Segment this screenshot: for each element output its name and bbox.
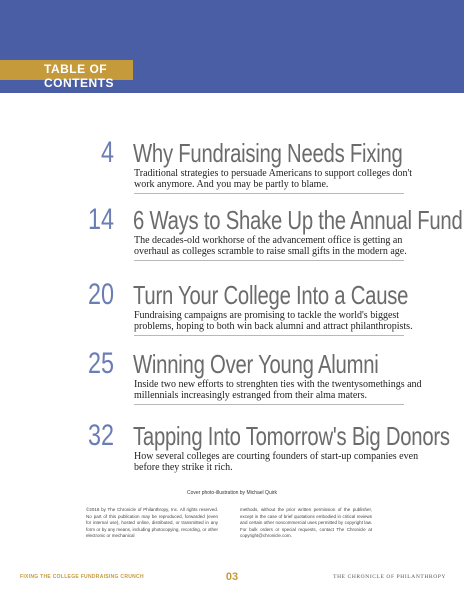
toc-page-number: 4 [100, 136, 114, 169]
toc-description: How several colleges are courting founders of start-up companies even before they strike it rich. [134, 451, 419, 473]
toc-page-number: 14 [87, 203, 114, 236]
toc-description: The decades-old workhorse of the advancement office is getting an overhaul as colleges scramble to raise small gifts in the modern age. [134, 235, 407, 257]
footer-publication-title: FIXING THE COLLEGE FUNDRAISING CRUNCH [20, 574, 144, 580]
legal-text-col1: ©2018 by The Chronicle of Philanthropy, Inc. All rights reserved. No part of this publication may be reproduced, forwarded (even for internal use), hosted online, distributed, or transmitted in any form or by any means, including photocopying, recording, or other electronic or mechanical [86, 507, 218, 538]
toc-page-number: 32 [87, 419, 114, 452]
toc-label-bar [0, 60, 133, 90]
toc-description: Traditional strategies to persuade Americans to support colleges don't work anymore. And you may be partly to blame. [134, 168, 413, 190]
toc-page-number: 20 [87, 278, 114, 311]
toc-title[interactable]: Why Fundraising Needs Fixing [133, 138, 403, 168]
toc-label: TABLE OF CONTENTS [44, 62, 114, 90]
legal-text-col2: methods, without the prior written permission of the publisher, except in the case of brief quotations embodied in critical reviews and certain other noncommercial uses permitted by copyright law. For bulk orders or special requests, contact The Chronicle at copyright@chronicle.com. [240, 507, 372, 538]
footer-page-number: 03 [225, 571, 239, 583]
toc-description: Fundraising campaigns are promising to tackle the world's biggest problems, hoping to both win back alumni and attract philanthropists. [134, 310, 413, 332]
cover-credit: Cover photo-illustration by Michael Quirk [186, 490, 278, 496]
footer-publisher: THE CHRONICLE OF PHILANTHROPY [333, 574, 446, 580]
toc-divider [134, 404, 404, 405]
toc-title[interactable]: Winning Over Young Alumni [133, 349, 379, 379]
toc-divider [134, 193, 404, 194]
toc-title[interactable]: 6 Ways to Shake Up the Annual Fund [133, 205, 463, 235]
toc-divider [134, 260, 404, 261]
toc-description: Inside two new efforts to strenghten ties with the twentysomethings and millennials increasingly estranged from their alma maters. [134, 379, 422, 401]
toc-divider [134, 335, 404, 336]
toc-title[interactable]: Tapping Into Tomorrow's Big Donors [133, 421, 450, 451]
toc-title[interactable]: Turn Your College Into a Cause [133, 280, 409, 310]
toc-page-number: 25 [87, 347, 114, 380]
